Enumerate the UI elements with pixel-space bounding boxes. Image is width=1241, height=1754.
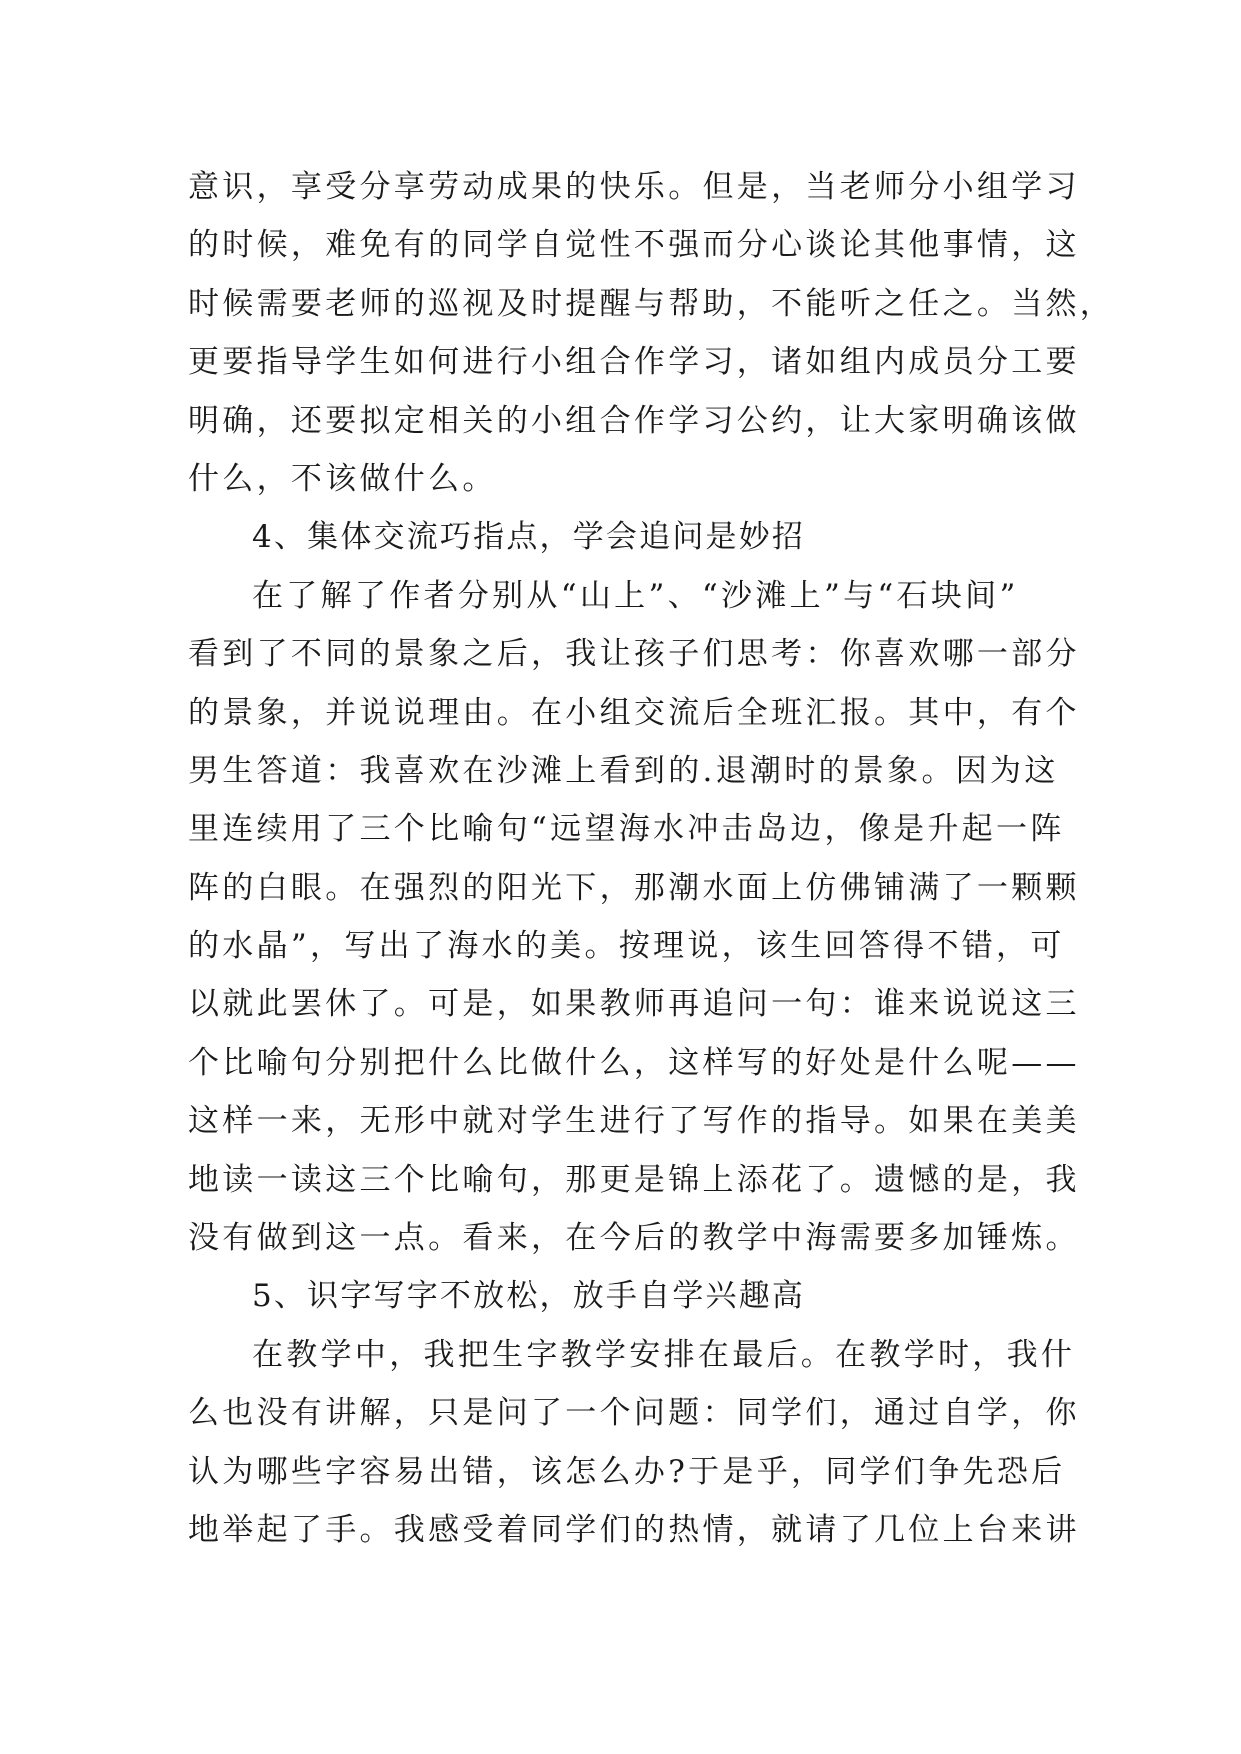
text-line: 里连续用了三个比喻句“远望海水冲击岛边，像是升起一阵 (188, 811, 1065, 848)
text-line: 的水晶”，写出了海水的美。按理说，该生回答得不错，可 (188, 928, 1065, 965)
section-heading-5: 5、识字写字不放松，放手自学兴趣高 (252, 1278, 806, 1315)
text-line: 什么，不该做什么。 (188, 460, 497, 497)
text-line: 意识，享受分享劳动成果的快乐。但是，当老师分小组学习 (188, 169, 1080, 205)
text-line: 没有做到这一点。看来，在今后的教学中海需要多加锤炼。 (188, 1220, 1080, 1257)
text-line: 在了解了作者分别从“山上”、“沙滩上”与“石块间” (252, 577, 1019, 614)
text-line: 在教学中，我把生字教学安排在最后。在教学时，我什 (252, 1336, 1076, 1373)
text-line: 阵的白眼。在强烈的阳光下，那潮水面上仿佛铺满了一颗颗 (188, 869, 1080, 906)
text-line: 个比喻句分别把什么比做什么，这样写的好处是什么呢—— (188, 1044, 1080, 1081)
section-heading-4: 4、集体交流巧指点，学会追问是妙招 (252, 519, 806, 556)
text-line: 的景象，并说说理由。在小组交流后全班汇报。其中，有个 (188, 694, 1080, 731)
text-line: 明确，还要拟定相关的小组合作学习公约，让大家明确该做 (188, 402, 1080, 439)
text-line: 地举起了手。我感受着同学们的热情，就请了几位上台来讲 (188, 1511, 1080, 1548)
text-line: 这样一来，无形中就对学生进行了写作的指导。如果在美美 (188, 1103, 1080, 1140)
text-line: 的时候，难免有的同学自觉性不强而分心谈论其他事情，这 (188, 227, 1080, 264)
text-line: 地读一读这三个比喻句，那更是锦上添花了。遗憾的是，我 (188, 1161, 1080, 1198)
text-line: 看到了不同的景象之后，我让孩子们思考：你喜欢哪一部分 (188, 636, 1080, 673)
text-line: 以就此罢休了。可是，如果教师再追问一句：谁来说说这三 (188, 986, 1080, 1023)
text-line: 么也没有讲解，只是问了一个问题：同学们，通过自学，你 (188, 1395, 1080, 1432)
text-line: 更要指导学生如何进行小组合作学习，诸如组内成员分工要 (188, 344, 1080, 381)
body-text (188, 158, 1115, 1559)
text-line: 时候需要老师的巡视及时提醒与帮助，不能听之任之。当然， (188, 285, 1115, 322)
text-line: 认为哪些字容易出错，该怎么办?于是乎，同学们争先恐后 (188, 1453, 1066, 1490)
text-line: 男生答道：我喜欢在沙滩上看到的.退潮时的景象。因为这 (188, 752, 1059, 789)
